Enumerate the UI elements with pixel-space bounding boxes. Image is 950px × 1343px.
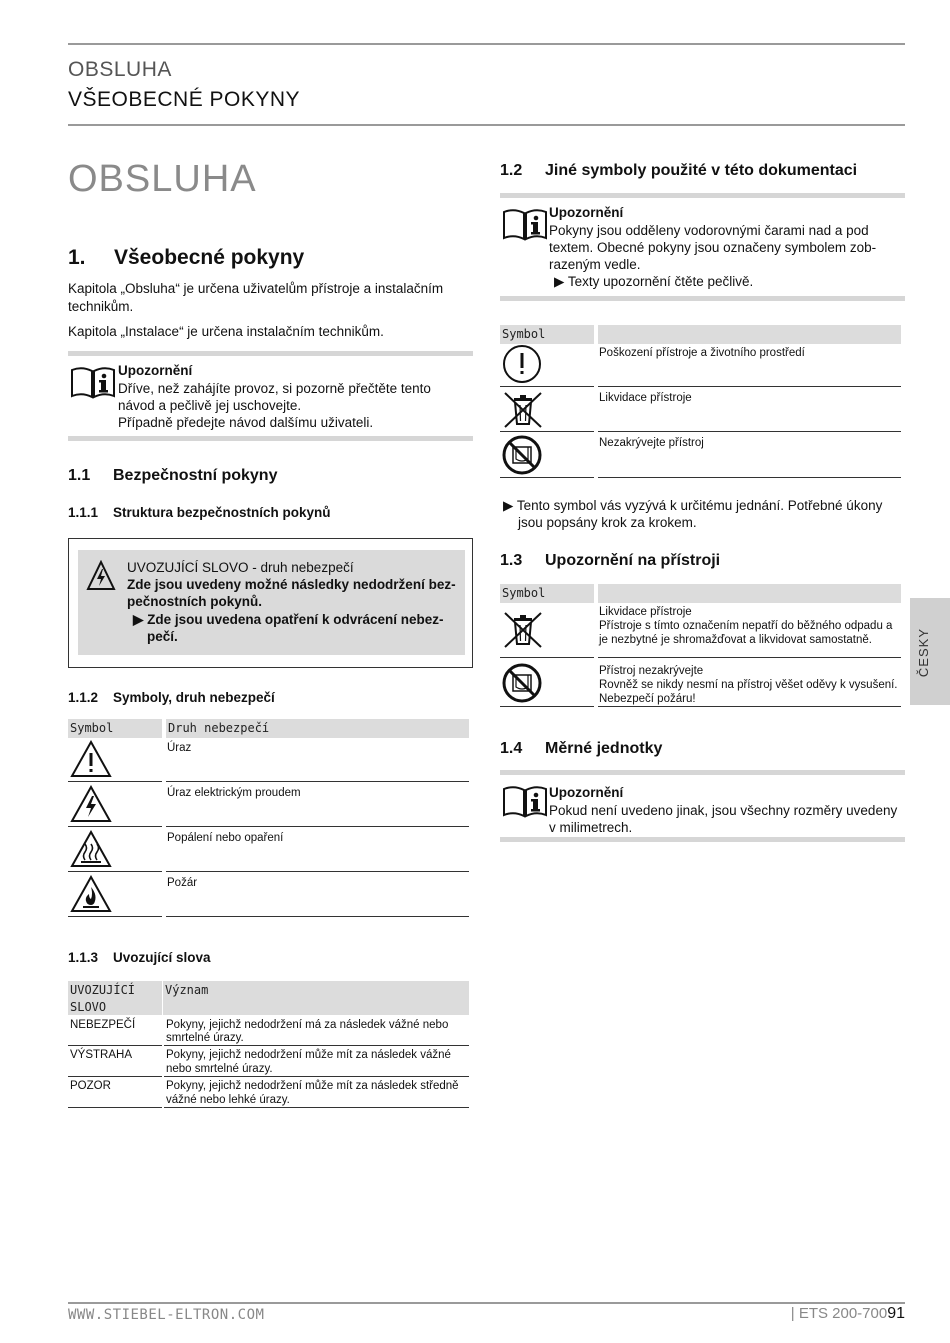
exclamation-circle-icon xyxy=(502,344,542,384)
signal-word: VÝSTRAHA xyxy=(70,1049,132,1061)
note-text: Texty upozornění čtěte pečlivě. xyxy=(567,274,754,289)
section-title: Symboly, druh nebezpečí xyxy=(113,690,275,705)
action-text: Tento symbol vás vyzývá k určitému jednání. Potřebné úkony xyxy=(516,498,883,513)
language-tab-label: ČESKY xyxy=(916,628,931,678)
row-divider xyxy=(500,706,594,707)
section-title: Měrné jednotky xyxy=(545,740,663,757)
row-divider xyxy=(166,826,469,827)
row-divider xyxy=(598,706,901,707)
hazard-label: Úraz elektrickým proudem xyxy=(167,787,301,799)
row-divider xyxy=(500,431,594,432)
section-1-1-1-heading xyxy=(68,505,331,520)
model-name: | ETS 200-700 xyxy=(790,1305,888,1322)
note-line: textem. Obecné pokyny jsou označeny symbolem zob- xyxy=(549,240,877,255)
section-number: 1.1.2 xyxy=(68,690,99,705)
measure-text: Zde jsou uvedena opatření k odvrácení nebez- xyxy=(147,612,444,627)
header-rule xyxy=(68,124,905,126)
signal-word: POZOR xyxy=(70,1080,111,1092)
note-line: Pokyny jsou odděleny vodorovnými čarami nad a pod xyxy=(549,223,869,238)
section-number: 1. xyxy=(68,246,86,269)
hazard-label: Úraz xyxy=(167,742,192,754)
section-title: Všeobecné pokyny xyxy=(114,246,305,269)
section-title: Uvozující slova xyxy=(113,950,211,965)
note-title: Upozornění xyxy=(118,363,193,378)
row-divider xyxy=(68,871,162,872)
meaning-line: Pokyny, jejichž nedodržení má za následek vážné nebo xyxy=(166,1019,449,1031)
consequence-line: Zde jsou uvedeny možné následky nedodržení bez- xyxy=(127,577,456,592)
symbol-description: Přístroje s tímto označením nepatří do běžného odpadu a xyxy=(599,620,893,632)
meaning-line: smrtelné úrazy. xyxy=(166,1032,244,1044)
safety-instruction-panel xyxy=(78,550,465,655)
crossed-bin-icon xyxy=(502,610,544,650)
row-divider xyxy=(68,1076,162,1077)
row-divider xyxy=(598,657,901,658)
measure-line: pečí. xyxy=(147,629,178,644)
note-line xyxy=(554,273,753,291)
lightning-warning-icon xyxy=(86,560,116,592)
table-header-symbol: Symbol xyxy=(500,584,594,603)
section-number: 1.1 xyxy=(68,467,91,484)
measure-line xyxy=(133,611,443,629)
intro-paragraph-1: Kapitola „Obsluha“ je určena uživatelům přístroje a instalačním technikům. xyxy=(68,281,444,314)
safety-instruction-example xyxy=(68,538,473,668)
page-number: 91 xyxy=(887,1305,905,1322)
section-title: Jiné symboly použité v této dokumentaci xyxy=(545,162,858,179)
note-box-3 xyxy=(500,770,905,842)
row-divider xyxy=(598,431,901,432)
row-divider xyxy=(166,781,469,782)
row-divider xyxy=(500,477,594,478)
note-title: Upozornění xyxy=(549,785,624,800)
action-instruction-line: jsou popsány krok za krokem. xyxy=(518,515,697,530)
heat-triangle-icon xyxy=(70,830,112,868)
intro-paragraph-2: Kapitola „Instalace“ je určena instalačním technikům. xyxy=(68,324,384,339)
row-divider xyxy=(166,916,469,917)
symbol-description: je nezbytné je shromažďovat a likvidovat samostatně. xyxy=(599,634,872,646)
no-cover-icon xyxy=(502,663,542,703)
info-book-icon xyxy=(502,785,548,819)
symbol-title: Likvidace přístroje xyxy=(599,606,692,618)
note-title: Upozornění xyxy=(549,205,624,220)
section-1-1-heading xyxy=(68,467,277,485)
language-tab xyxy=(910,598,950,705)
fire-triangle-icon xyxy=(70,875,112,913)
note-line: Pokud není uvedeno jinak, jsou všechny rozměry uvedeny xyxy=(549,803,898,818)
table-header-blank xyxy=(598,584,901,603)
note-line: návod a pečlivě jej uschovejte. xyxy=(118,398,302,413)
table-header-symbol: Symbol xyxy=(500,325,594,344)
header-section: OBSLUHA xyxy=(68,58,172,81)
meaning-line: nebo smrtelné úrazy. xyxy=(166,1063,273,1075)
section-title: Struktura bezpečnostních pokynů xyxy=(113,505,331,520)
row-divider xyxy=(166,871,469,872)
header-line: UVOZUJÍCÍ xyxy=(70,983,136,997)
row-divider xyxy=(68,916,162,917)
arrow-bullet-icon: ▶ xyxy=(554,274,565,289)
footer-url: WWW.STIEBEL-ELTRON.COM xyxy=(68,1307,265,1323)
signal-word-line: UVOZUJÍCÍ SLOVO - druh nebezpečí xyxy=(127,560,354,575)
section-1-3-heading xyxy=(500,552,720,570)
row-divider xyxy=(164,1076,469,1077)
section-1-2-heading xyxy=(500,162,857,180)
crossed-bin-icon xyxy=(502,390,544,430)
header-line: SLOVO xyxy=(70,1000,107,1014)
section-1-1-2-heading xyxy=(68,690,275,705)
info-book-icon xyxy=(70,366,116,400)
exclamation-triangle-icon xyxy=(70,740,112,778)
section-number: 1.1.1 xyxy=(68,505,99,520)
section-number: 1.2 xyxy=(500,162,523,179)
header-subsection: VŠEOBECNÉ POKYNY xyxy=(68,88,301,111)
section-title: Bezpečnostní pokyny xyxy=(113,467,278,484)
hazard-label: Požár xyxy=(167,877,198,889)
meaning-line: Pokyny, jejichž nedodržení může mít za následek vážné xyxy=(166,1049,451,1061)
section-number: 1.3 xyxy=(500,552,523,569)
no-cover-icon xyxy=(502,435,542,475)
note-box-2 xyxy=(500,193,905,301)
lightning-warning-icon xyxy=(70,785,112,823)
page-title: OBSLUHA xyxy=(68,158,257,200)
section-1-heading xyxy=(68,246,304,270)
arrow-bullet-icon: ▶ xyxy=(503,498,514,513)
table-header-symbol: Symbol xyxy=(68,719,162,738)
row-divider xyxy=(164,1045,469,1046)
symbol-label: Poškození přístroje a životního prostředí xyxy=(599,347,805,359)
section-title: Upozornění na přístroji xyxy=(545,552,721,569)
meaning-line: Pokyny, jejichž nedodržení může mít za následek středně xyxy=(166,1080,459,1092)
section-1-4-heading xyxy=(500,740,662,758)
table-header-signal-word xyxy=(68,981,162,1015)
row-divider xyxy=(500,657,594,658)
note-box-1 xyxy=(68,351,473,441)
symbol-label: Likvidace přístroje xyxy=(599,392,692,404)
note-line: Dříve, než zahájíte provoz, si pozorně přečtěte tento xyxy=(118,381,431,396)
arrow-bullet-icon: ▶ xyxy=(133,612,144,627)
footer-rule xyxy=(68,1302,905,1304)
table-header-hazard-type: Druh nebezpečí xyxy=(166,719,469,738)
note-line: v milimetrech. xyxy=(549,820,633,835)
row-divider xyxy=(500,386,594,387)
table-header-meaning: Význam xyxy=(163,981,469,1015)
action-instruction xyxy=(503,497,882,515)
signal-word: NEBEZPEČÍ xyxy=(70,1019,136,1031)
footer-model xyxy=(791,1305,905,1323)
row-divider xyxy=(598,386,901,387)
symbol-label: Nezakrývejte přístroj xyxy=(599,437,704,449)
row-divider xyxy=(598,477,901,478)
info-book-icon xyxy=(502,208,548,242)
note-line: razeným vedle. xyxy=(549,257,641,272)
row-divider xyxy=(68,781,162,782)
row-divider xyxy=(164,1107,469,1108)
row-divider xyxy=(68,826,162,827)
table-header-blank xyxy=(598,325,901,344)
row-divider xyxy=(68,1107,162,1108)
symbol-description: Nebezpečí požáru! xyxy=(599,693,696,705)
section-number: 1.1.3 xyxy=(68,950,99,965)
note-line: Případně předejte návod dalšímu uživateli. xyxy=(118,415,374,430)
top-rule xyxy=(68,43,905,45)
section-1-1-3-heading xyxy=(68,950,211,965)
row-divider xyxy=(68,1045,162,1046)
section-number: 1.4 xyxy=(500,740,523,757)
hazard-label: Popálení nebo opaření xyxy=(167,832,284,844)
consequence-line: pečnostních pokynů. xyxy=(127,594,263,609)
symbol-description: Rovněž se nikdy nesmí na přístroj věšet oděvy k vysušení. xyxy=(599,679,898,691)
symbol-title: Přístroj nezakrývejte xyxy=(599,665,704,677)
meaning-line: vážné nebo lehké úrazy. xyxy=(166,1094,290,1106)
